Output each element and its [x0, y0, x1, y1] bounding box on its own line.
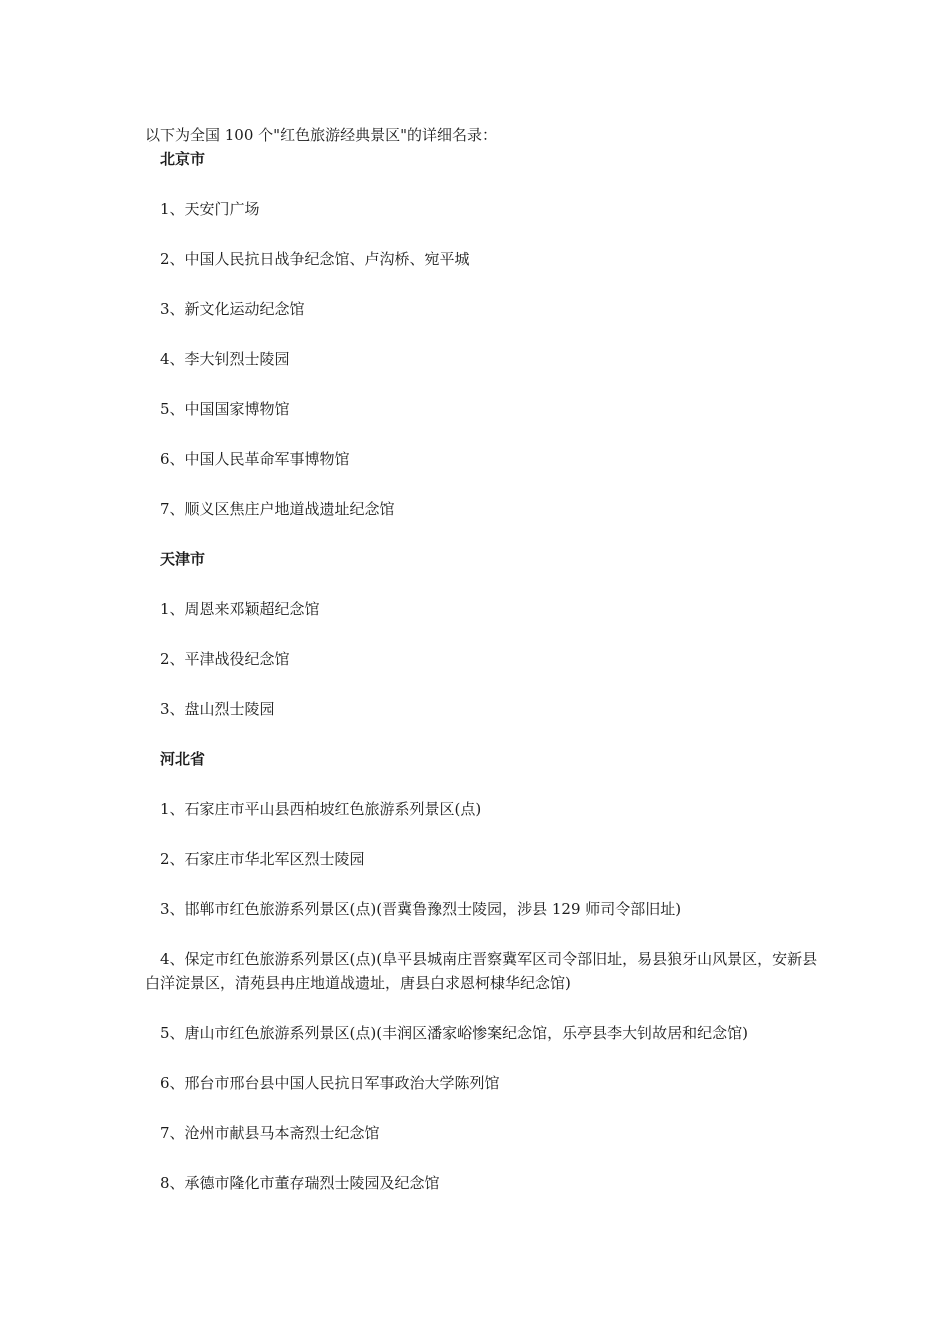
section-heading: 河北省 — [160, 750, 206, 768]
list-item: 3、邯郸市红色旅游系列景区(点)(晋冀鲁豫烈士陵园，涉县 129 师司令部旧址) — [160, 900, 682, 918]
list-item: 7、顺义区焦庄户地道战遗址纪念馆 — [160, 500, 395, 518]
list-item: 7、沧州市献县马本斋烈士纪念馆 — [160, 1124, 380, 1142]
list-item: 1、天安门广场 — [160, 200, 260, 218]
intro-text: 以下为全国 100 个"红色旅游经典景区"的详细名录： — [145, 126, 497, 144]
list-item: 5、唐山市红色旅游系列景区(点)(丰润区潘家峪惨案纪念馆，乐亭县李大钊故居和纪念馆) — [160, 1024, 748, 1042]
section-hebei — [145, 747, 825, 1195]
list-item: 2、石家庄市华北军区烈士陵园 — [160, 850, 365, 868]
list-item: 8、承德市隆化市董存瑞烈士陵园及纪念馆 — [160, 1174, 440, 1192]
list-item: 3、新文化运动纪念馆 — [160, 300, 305, 318]
list-item: 5、中国国家博物馆 — [160, 400, 290, 418]
list-item: 6、中国人民革命军事博物馆 — [160, 450, 350, 468]
list-item: 3、盘山烈士陵园 — [160, 700, 275, 718]
section-beijing — [145, 147, 825, 521]
document-content — [145, 123, 825, 1221]
list-item: 4、保定市红色旅游系列景区(点)(阜平县城南庄晋察冀军区司令部旧址，易县狼牙山风景区，安新县白洋淀景区，清苑县冉庄地道战遗址，唐县白求恩柯棣华纪念馆) — [145, 950, 818, 992]
list-item: 4、李大钊烈士陵园 — [160, 350, 290, 368]
section-heading: 天津市 — [160, 550, 206, 568]
list-item: 1、周恩来邓颖超纪念馆 — [160, 600, 320, 618]
list-item: 2、中国人民抗日战争纪念馆、卢沟桥、宛平城 — [160, 250, 470, 268]
section-heading: 北京市 — [160, 150, 206, 168]
list-item: 6、邢台市邢台县中国人民抗日军事政治大学陈列馆 — [160, 1074, 500, 1092]
list-item: 2、平津战役纪念馆 — [160, 650, 290, 668]
list-item: 1、石家庄市平山县西柏坡红色旅游系列景区(点) — [160, 800, 482, 818]
section-tianjin — [145, 547, 825, 721]
